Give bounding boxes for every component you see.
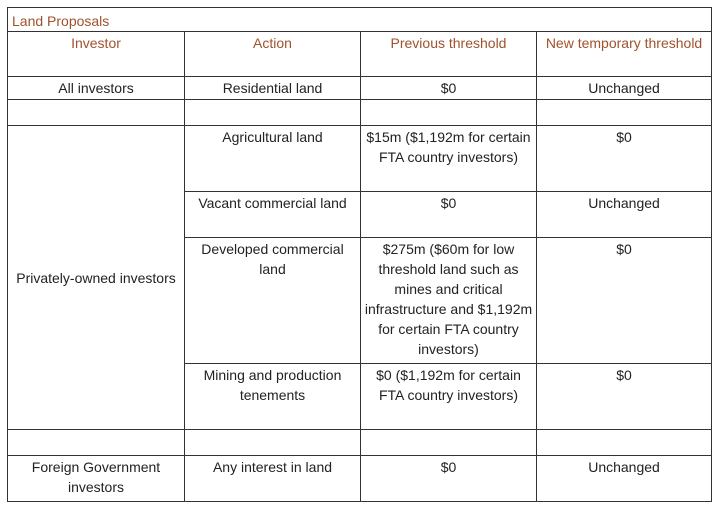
empty-cell bbox=[361, 430, 537, 456]
empty-cell bbox=[537, 100, 712, 126]
cell-new: Unchanged bbox=[537, 456, 712, 502]
cell-action: Residential land bbox=[185, 77, 361, 100]
cell-investor: Foreign Government investors bbox=[8, 456, 185, 502]
cell-previous: $0 ($1,192m for certain FTA country investors) bbox=[361, 364, 537, 430]
empty-cell bbox=[537, 430, 712, 456]
cell-action: Mining and production tenements bbox=[185, 364, 361, 430]
cell-previous: $0 bbox=[361, 456, 537, 502]
empty-cell bbox=[361, 100, 537, 126]
table-title: Land Proposals bbox=[8, 8, 712, 32]
cell-new: $0 bbox=[537, 238, 712, 364]
header-action: Action bbox=[185, 32, 361, 77]
header-investor: Investor bbox=[8, 32, 185, 77]
land-proposals-table bbox=[7, 7, 712, 502]
cell-action: Any interest in land bbox=[185, 456, 361, 502]
cell-previous: $275m ($60m for low threshold land such as mines and critical infrastructure and $1,192m for certain FTA country investors) bbox=[361, 238, 537, 364]
empty-cell bbox=[185, 430, 361, 456]
cell-new: $0 bbox=[537, 364, 712, 430]
spacer-row bbox=[8, 430, 712, 456]
header-previous-threshold: Previous threshold bbox=[361, 32, 537, 77]
empty-cell bbox=[8, 430, 185, 456]
cell-investor: All investors bbox=[8, 77, 185, 100]
table-row bbox=[8, 456, 712, 502]
table-row bbox=[8, 126, 712, 192]
cell-previous: $0 bbox=[361, 77, 537, 100]
cell-previous: $0 bbox=[361, 192, 537, 238]
cell-action: Vacant commercial land bbox=[185, 192, 361, 238]
cell-action: Developed commercial land bbox=[185, 238, 361, 364]
table-header-row bbox=[8, 32, 712, 77]
empty-cell bbox=[8, 100, 185, 126]
spacer-row bbox=[8, 100, 712, 126]
cell-new: Unchanged bbox=[537, 192, 712, 238]
empty-cell bbox=[185, 100, 361, 126]
header-new-threshold: New temporary threshold bbox=[537, 32, 712, 77]
table-row bbox=[8, 77, 712, 100]
cell-investor: Privately-owned investors bbox=[8, 126, 185, 430]
cell-action: Agricultural land bbox=[185, 126, 361, 192]
cell-new: $0 bbox=[537, 126, 712, 192]
cell-new: Unchanged bbox=[537, 77, 712, 100]
cell-previous: $15m ($1,192m for certain FTA country investors) bbox=[361, 126, 537, 192]
table-title-row bbox=[8, 8, 712, 32]
land-proposals-panel bbox=[7, 7, 711, 502]
